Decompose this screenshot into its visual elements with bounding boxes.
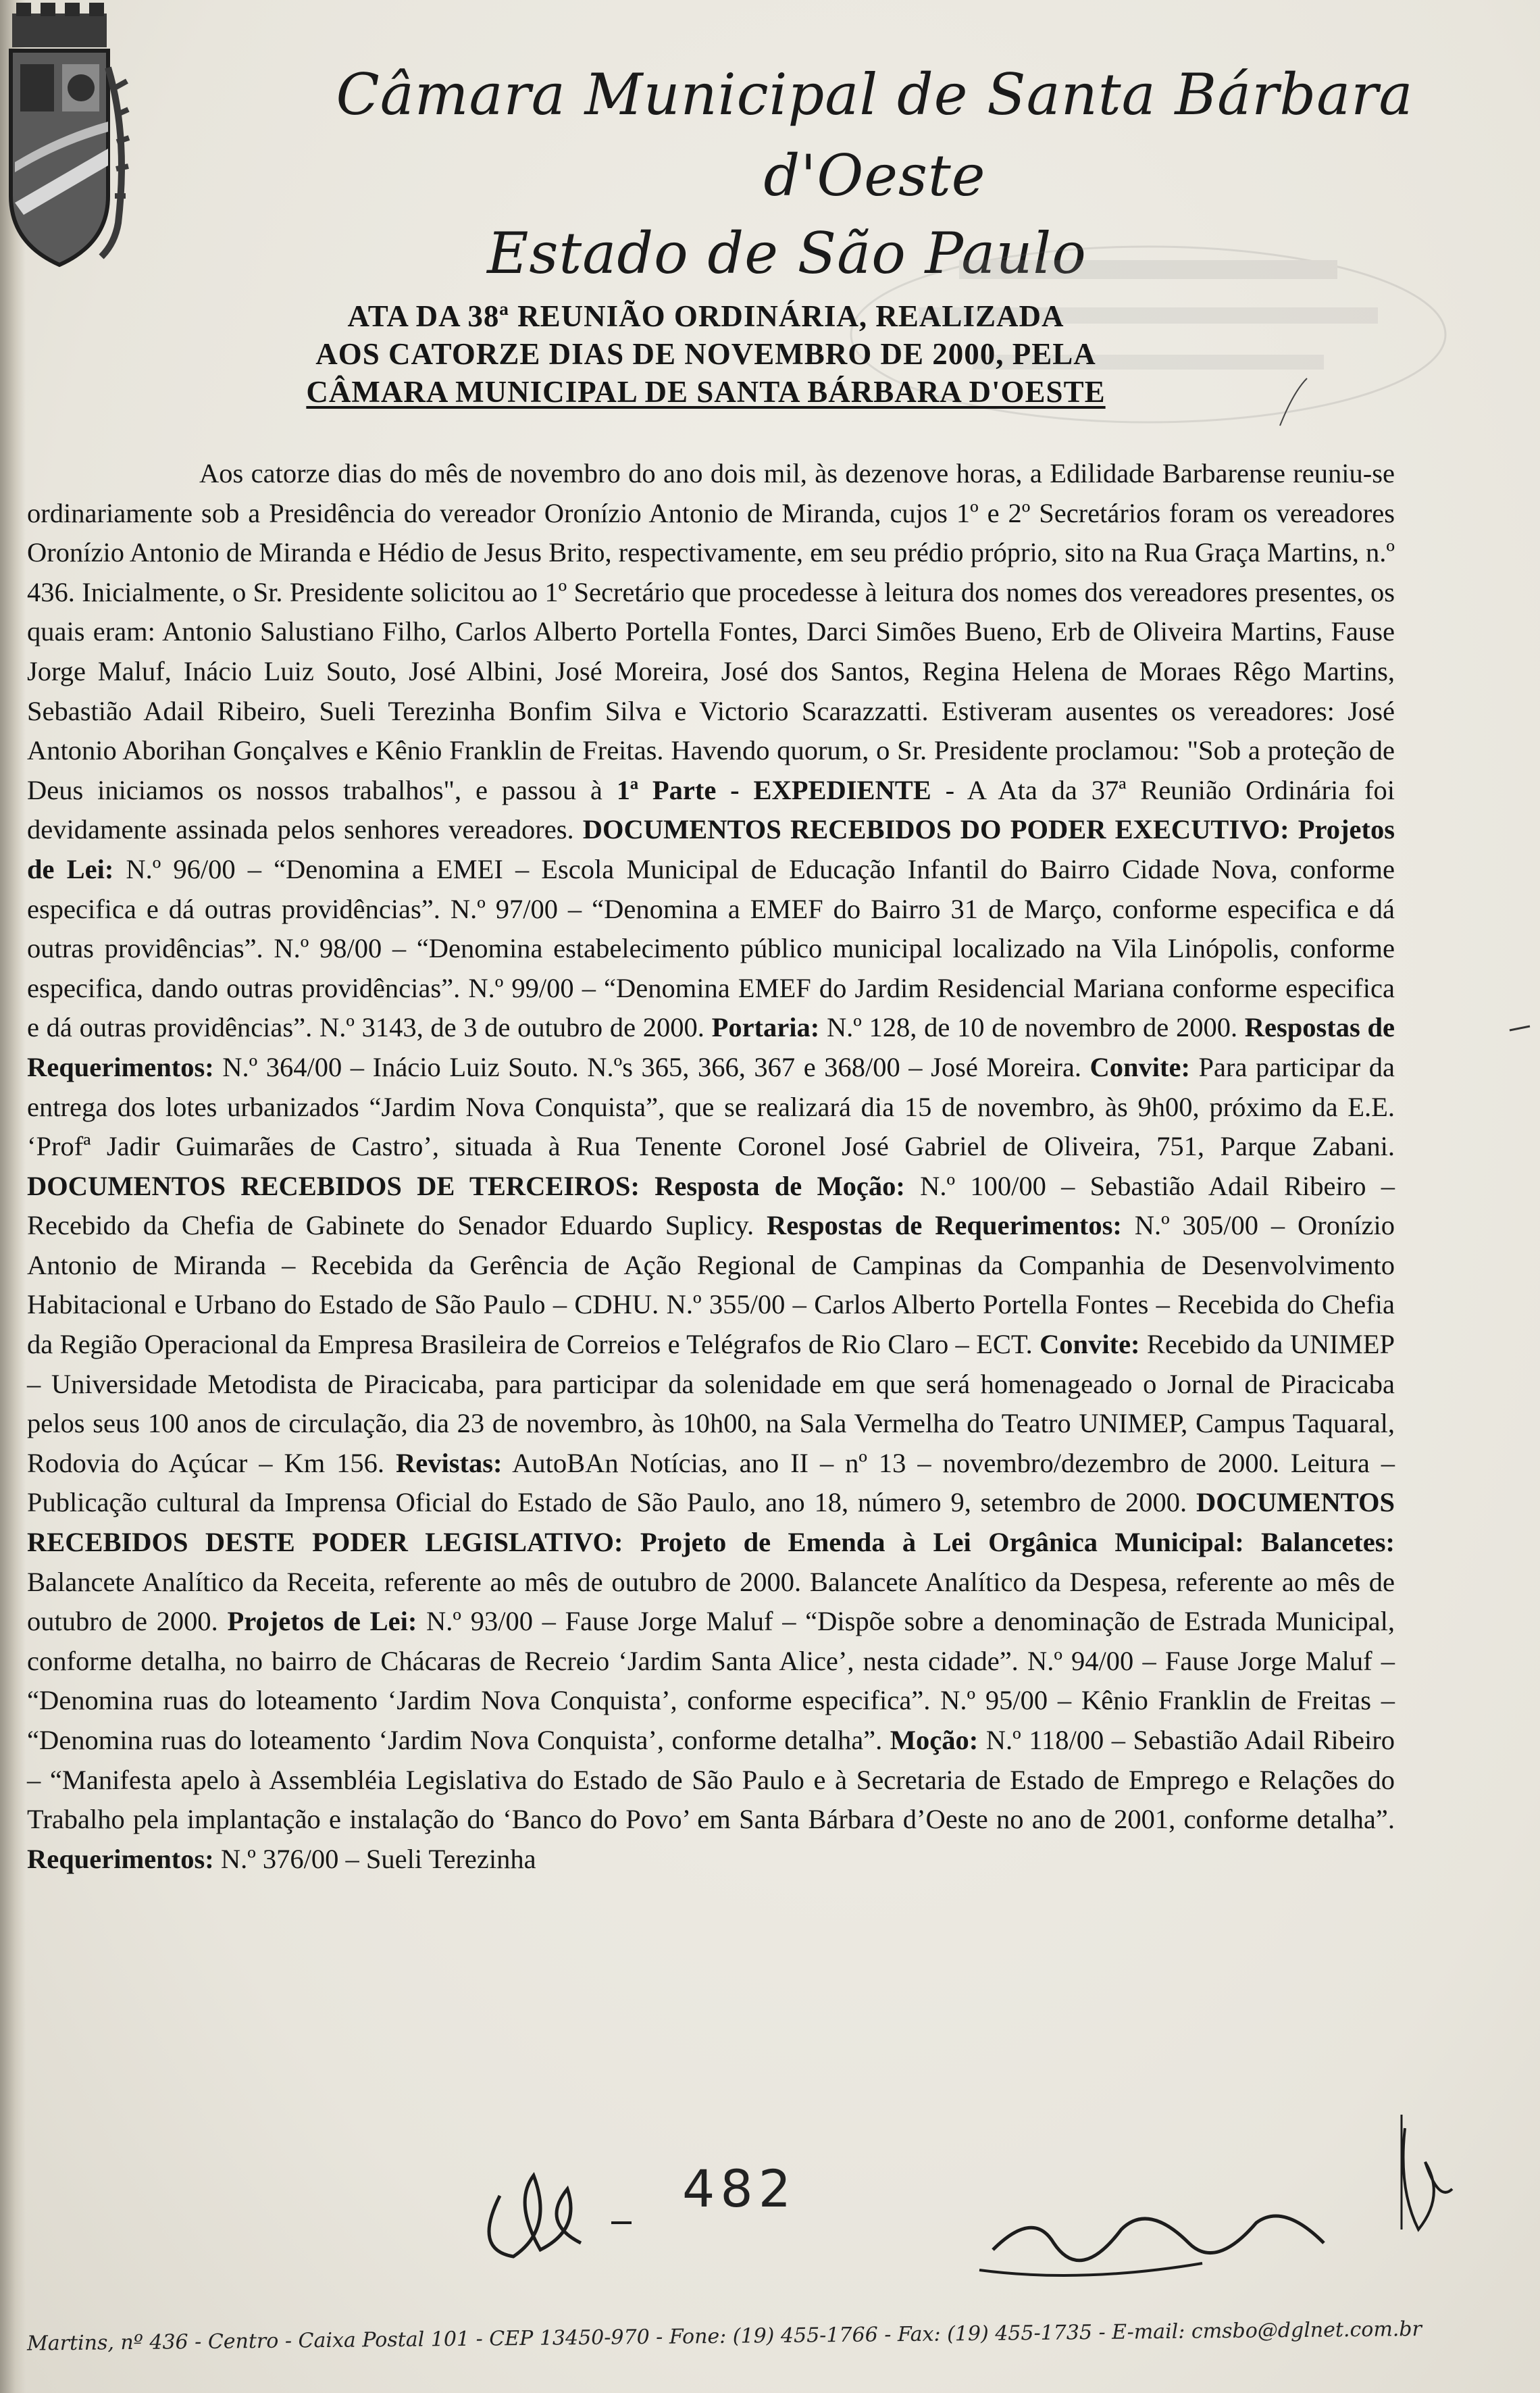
binding-shadow	[0, 0, 26, 2393]
letterhead	[223, 54, 1526, 291]
body-heading-invitation: Convite:	[1089, 1051, 1190, 1082]
body-heading-request-responses-2: Respostas de Requerimentos:	[766, 1210, 1122, 1241]
letterhead-state-name: Estado de São Paulo	[487, 220, 1087, 286]
body-heading-motion: Moção:	[890, 1725, 979, 1755]
body-text-segment: AutoBAn Notícias, ano II – nº 13 – novembro/dezembro de 2000. Leitura – Publicação cultural da Imprensa Oficial do Estado de São Paulo, ano 18, número 9, setembro de 2000.	[27, 1447, 1395, 1518]
body-text-segment: Para participar da entrega dos lotes urbanizados “Jardim Nova Conquista”, que se realizará dia 15 de novembro, às 9h00, próximo da E.E. ‘Profª Jadir Guimarães de Castro’, situada à Rua Tenente Coronel José Gabriel de Oliveira, 751, Parque Zabani.	[27, 1051, 1395, 1162]
title-line-1: ATA DA 38ª REUNIÃO ORDINÁRIA, REALIZADA	[347, 299, 1064, 333]
body-text-segment: Aos catorze dias do mês de novembro do ano dois mil, às dezenove horas, a Edilidade Barbarense reuniu-se ordinariamente sob a Presidência do vereador Oronízio Antonio de Miranda, cujos 1º e 2º Secretários foram os vereadores Oronízio Antonio de Miranda e Hédio de Jesus Brito, respectivamente, em seu prédio próprio, sito na Rua Graça Martins, n.º 436. Inicialmente, o Sr. Presidente solicitou ao 1º Secretário que procedesse à leitura dos nomes dos vereadores presentes, os quais eram: Antonio Salustiano Filho, Carlos Alberto Portella Fontes, Darci Simões Bueno, Erb de Oliveira Martins, Fause Jorge Maluf, Inácio Luiz Souto, José Albini, José Moreira, José dos Santos, Regina Helena de Moraes Rêgo Martins, Sebastião Adail Ribeiro, Sueli Terezinha Bonfim Silva e Victorio Scarazzatti. Estiveram ausentes os vereadores: José Antonio Aborihan Gonçalves e Kênio Franklin de Freitas. Havendo quorum, o Sr. Presidente proclamou: "Sob a proteção de Deus iniciamos os nossos trabalhos", e passou à	[27, 458, 1395, 805]
body-heading-portaria: Portaria:	[711, 1012, 820, 1043]
body-heading-request-responses: Respostas de Requerimentos:	[27, 1012, 1395, 1082]
body-text-segment: - A Ata da 37ª Reunião Ordinária foi devidamente assinada pelos senhores vereadores.	[27, 774, 1395, 845]
body-text-segment: N.º 364/00 – Inácio Luiz Souto. N.ºs 365, 366, 367 e 368/00 – José Moreira.	[213, 1051, 1090, 1082]
body-heading-expediente: 1ª Parte - EXPEDIENTE	[616, 774, 931, 805]
body-text-segment: N.º 128, de 10 de novembro de 2000.	[819, 1012, 1245, 1043]
margin-initials-icon	[1404, 2128, 1453, 2230]
signature-scribble-icon	[993, 2216, 1324, 2261]
body-text-segment: N.º 376/00 – Sueli Terezinha	[213, 1843, 536, 1874]
minutes-title	[257, 297, 1155, 411]
body-heading-invitation-2: Convite:	[1040, 1329, 1140, 1360]
title-line-3: CÂMARA MUNICIPAL DE SANTA BÁRBARA D'OESTE	[306, 375, 1106, 409]
minutes-body	[27, 454, 1395, 1879]
body-heading-bills: Projetos de Lei:	[227, 1606, 417, 1637]
letterhead-chamber-name: Câmara Municipal de Santa Bárbara d'Oeste	[336, 61, 1414, 209]
body-heading-legislative-documents: DOCUMENTOS RECEBIDOS DESTE PODER LEGISLATIVO: Projeto de Emenda à Lei Orgânica Municipal: Balancetes:	[27, 1487, 1395, 1558]
body-text-segment: N.º 93/00 – Fause Jorge Maluf – “Dispõe sobre a denominação de Estrada Municipal, conforme detalha, no bairro de Chácaras de Recreio ‘Jardim Santa Alice’, nesta cidade”. N.º 94/00 – Fause Jorge Maluf – “Denomina ruas do loteamento ‘Jardim Nova Conquista’, conforme especifica”. N.º 95/00 – Kênio Franklin de Freitas – “Denomina ruas do loteamento ‘Jardim Nova Conquista’, conforme detalha”.	[27, 1606, 1395, 1755]
page-number: 482	[682, 2159, 797, 2219]
body-heading-third-party-documents: DOCUMENTOS RECEBIDOS DE TERCEIROS: Resposta de Moção:	[27, 1170, 905, 1201]
body-text-segment: N.º 100/00 – Sebastião Adail Ribeiro – Recebido da Chefia de Gabinete do Senador Eduardo Suplicy.	[27, 1170, 1395, 1241]
letterhead-footer: Martins, nº 436 - Centro - Caixa Postal 101 - CEP 13450-970 - Fone: (19) 455-1766 - Fax: (19) 455-1735 - E-mail: cmsbo@dglnet.com.br	[26, 2317, 1422, 2356]
body-heading-executive-documents: DOCUMENTOS RECEBIDOS DO PODER EXECUTIVO: Projetos de Lei:	[27, 814, 1395, 884]
body-heading-requests: Requerimentos:	[27, 1843, 214, 1874]
body-text-segment: N.º 118/00 – Sebastião Adail Ribeiro – “Manifesta apelo à Assembléia Legislativa do Estado de São Paulo e à Secretaria de Estado de Emprego e Relações do Trabalho pela implantação e instalação do ‘Banco do Povo’ em Santa Bárbara d’Oeste no ano de 2001, conforme detalha”.	[27, 1725, 1395, 1835]
body-text-segment: Balancete Analítico da Receita, referente ao mês de outubro de 2000. Balancete Analítico da Despesa, referente ao mês de outubro de 2000.	[27, 1566, 1395, 1637]
coat-of-arms-icon	[7, 0, 135, 291]
body-text-segment: N.º 305/00 – Oronízio Antonio de Miranda – Recebida da Gerência de Ação Regional de Campinas da Companhia de Desenvolvimento Habitacional e Urbano do Estado de São Paulo – CDHU. N.º 355/00 – Carlos Alberto Portella Fontes – Recebida do Chefia da Região Operacional da Empresa Brasileira de Correios e Telégrafos de Rio Claro – ECT.	[27, 1210, 1395, 1360]
title-line-2: AOS CATORZE DIAS DE NOVEMBRO DE 2000, PELA	[315, 337, 1096, 371]
body-text-segment: Recebido da UNIMEP – Universidade Metodista de Piracicaba, para participar da solenidade em que será homenageado o Jornal de Piracicaba pelos seus 100 anos de circulação, dia 23 de novembro, às 10h00, na Sala Vermelha do Teatro UNIMEP, Campus Taquaral, Rodovia do Açúcar – Km 156.	[27, 1329, 1395, 1478]
body-heading-magazines: Revistas:	[395, 1447, 503, 1478]
initials-signature-icon	[489, 2175, 581, 2257]
body-text-segment: N.º 96/00 – “Denomina a EMEI – Escola Municipal de Educação Infantil do Bairro Cidade Nova, conforme especifica e dá outras providências”. N.º 97/00 – “Denomina a EMEF do Bairro 31 de Março, conforme especifica e dá outras providências”. N.º 98/00 – “Denomina estabelecimento público municipal localizado na Vila Linópolis, conforme especifica, dando outras providências”. N.º 99/00 – “Denomina EMEF do Jardim Residencial Mariana conforme especifica e dá outras providências”. N.º 3143, de 3 de outubro de 2000.	[27, 853, 1395, 1043]
